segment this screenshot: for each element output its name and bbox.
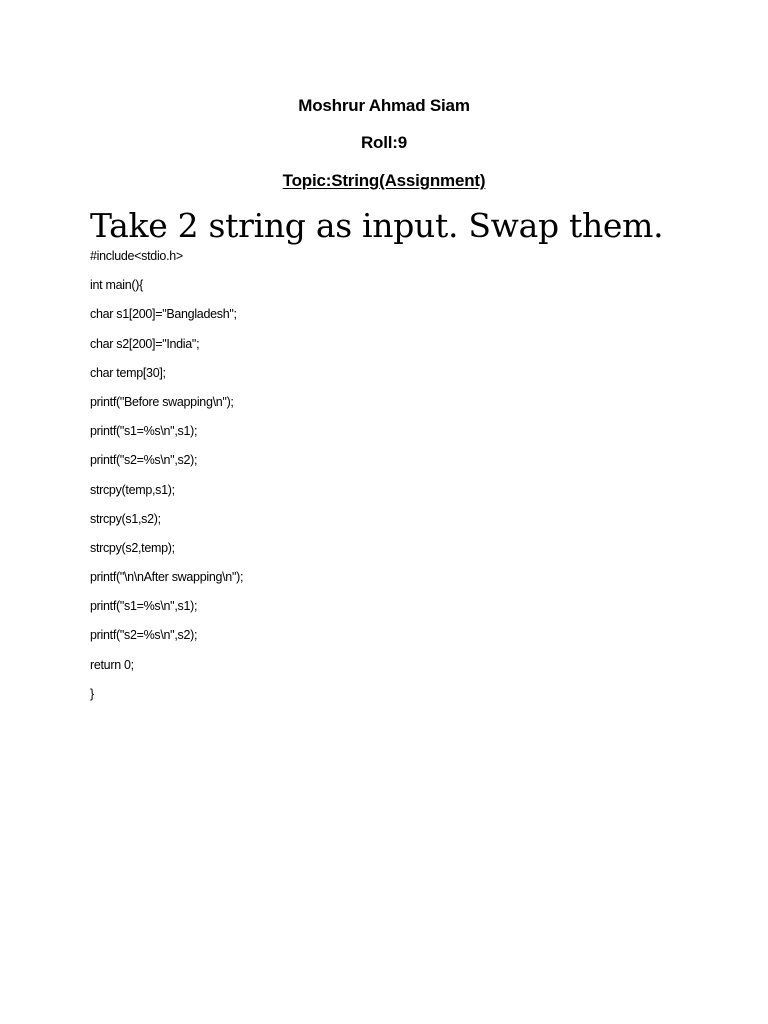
code-line: char s1[200]="Bangladesh"; [90, 307, 237, 322]
code-line: } [90, 686, 94, 701]
code-listing [90, 246, 243, 713]
code-line: char s2[200]="India"; [90, 336, 200, 351]
code-line: #include<stdio.h> [90, 249, 183, 263]
code-line: printf("s1=%s\n",s1); [90, 599, 198, 614]
code-line: int main(){ [90, 278, 143, 293]
code-line: printf("s2=%s\n",s2); [90, 453, 198, 468]
code-line: return 0; [90, 657, 134, 672]
question-title: Take 2 string as input. Swap them. [90, 206, 664, 245]
author-name: Moshrur Ahmad Siam [298, 96, 470, 115]
topic-text: Topic:String(Assignment) [282, 171, 486, 190]
roll-number: Roll:9 [360, 133, 408, 152]
code-line: printf("Before swapping\n"); [90, 394, 234, 409]
code-line: printf("s2=%s\n",s2); [90, 628, 198, 643]
code-line: char temp[30]; [90, 365, 166, 380]
code-line: strcpy(temp,s1); [90, 482, 175, 497]
code-line: strcpy(s2,temp); [90, 540, 175, 555]
code-line: printf("s1=%s\n",s1); [90, 424, 198, 439]
topic-heading [0, 171, 768, 191]
code-line: printf("\n\nAfter swapping\n"); [90, 570, 244, 585]
code-line: strcpy(s1,s2); [90, 511, 161, 526]
